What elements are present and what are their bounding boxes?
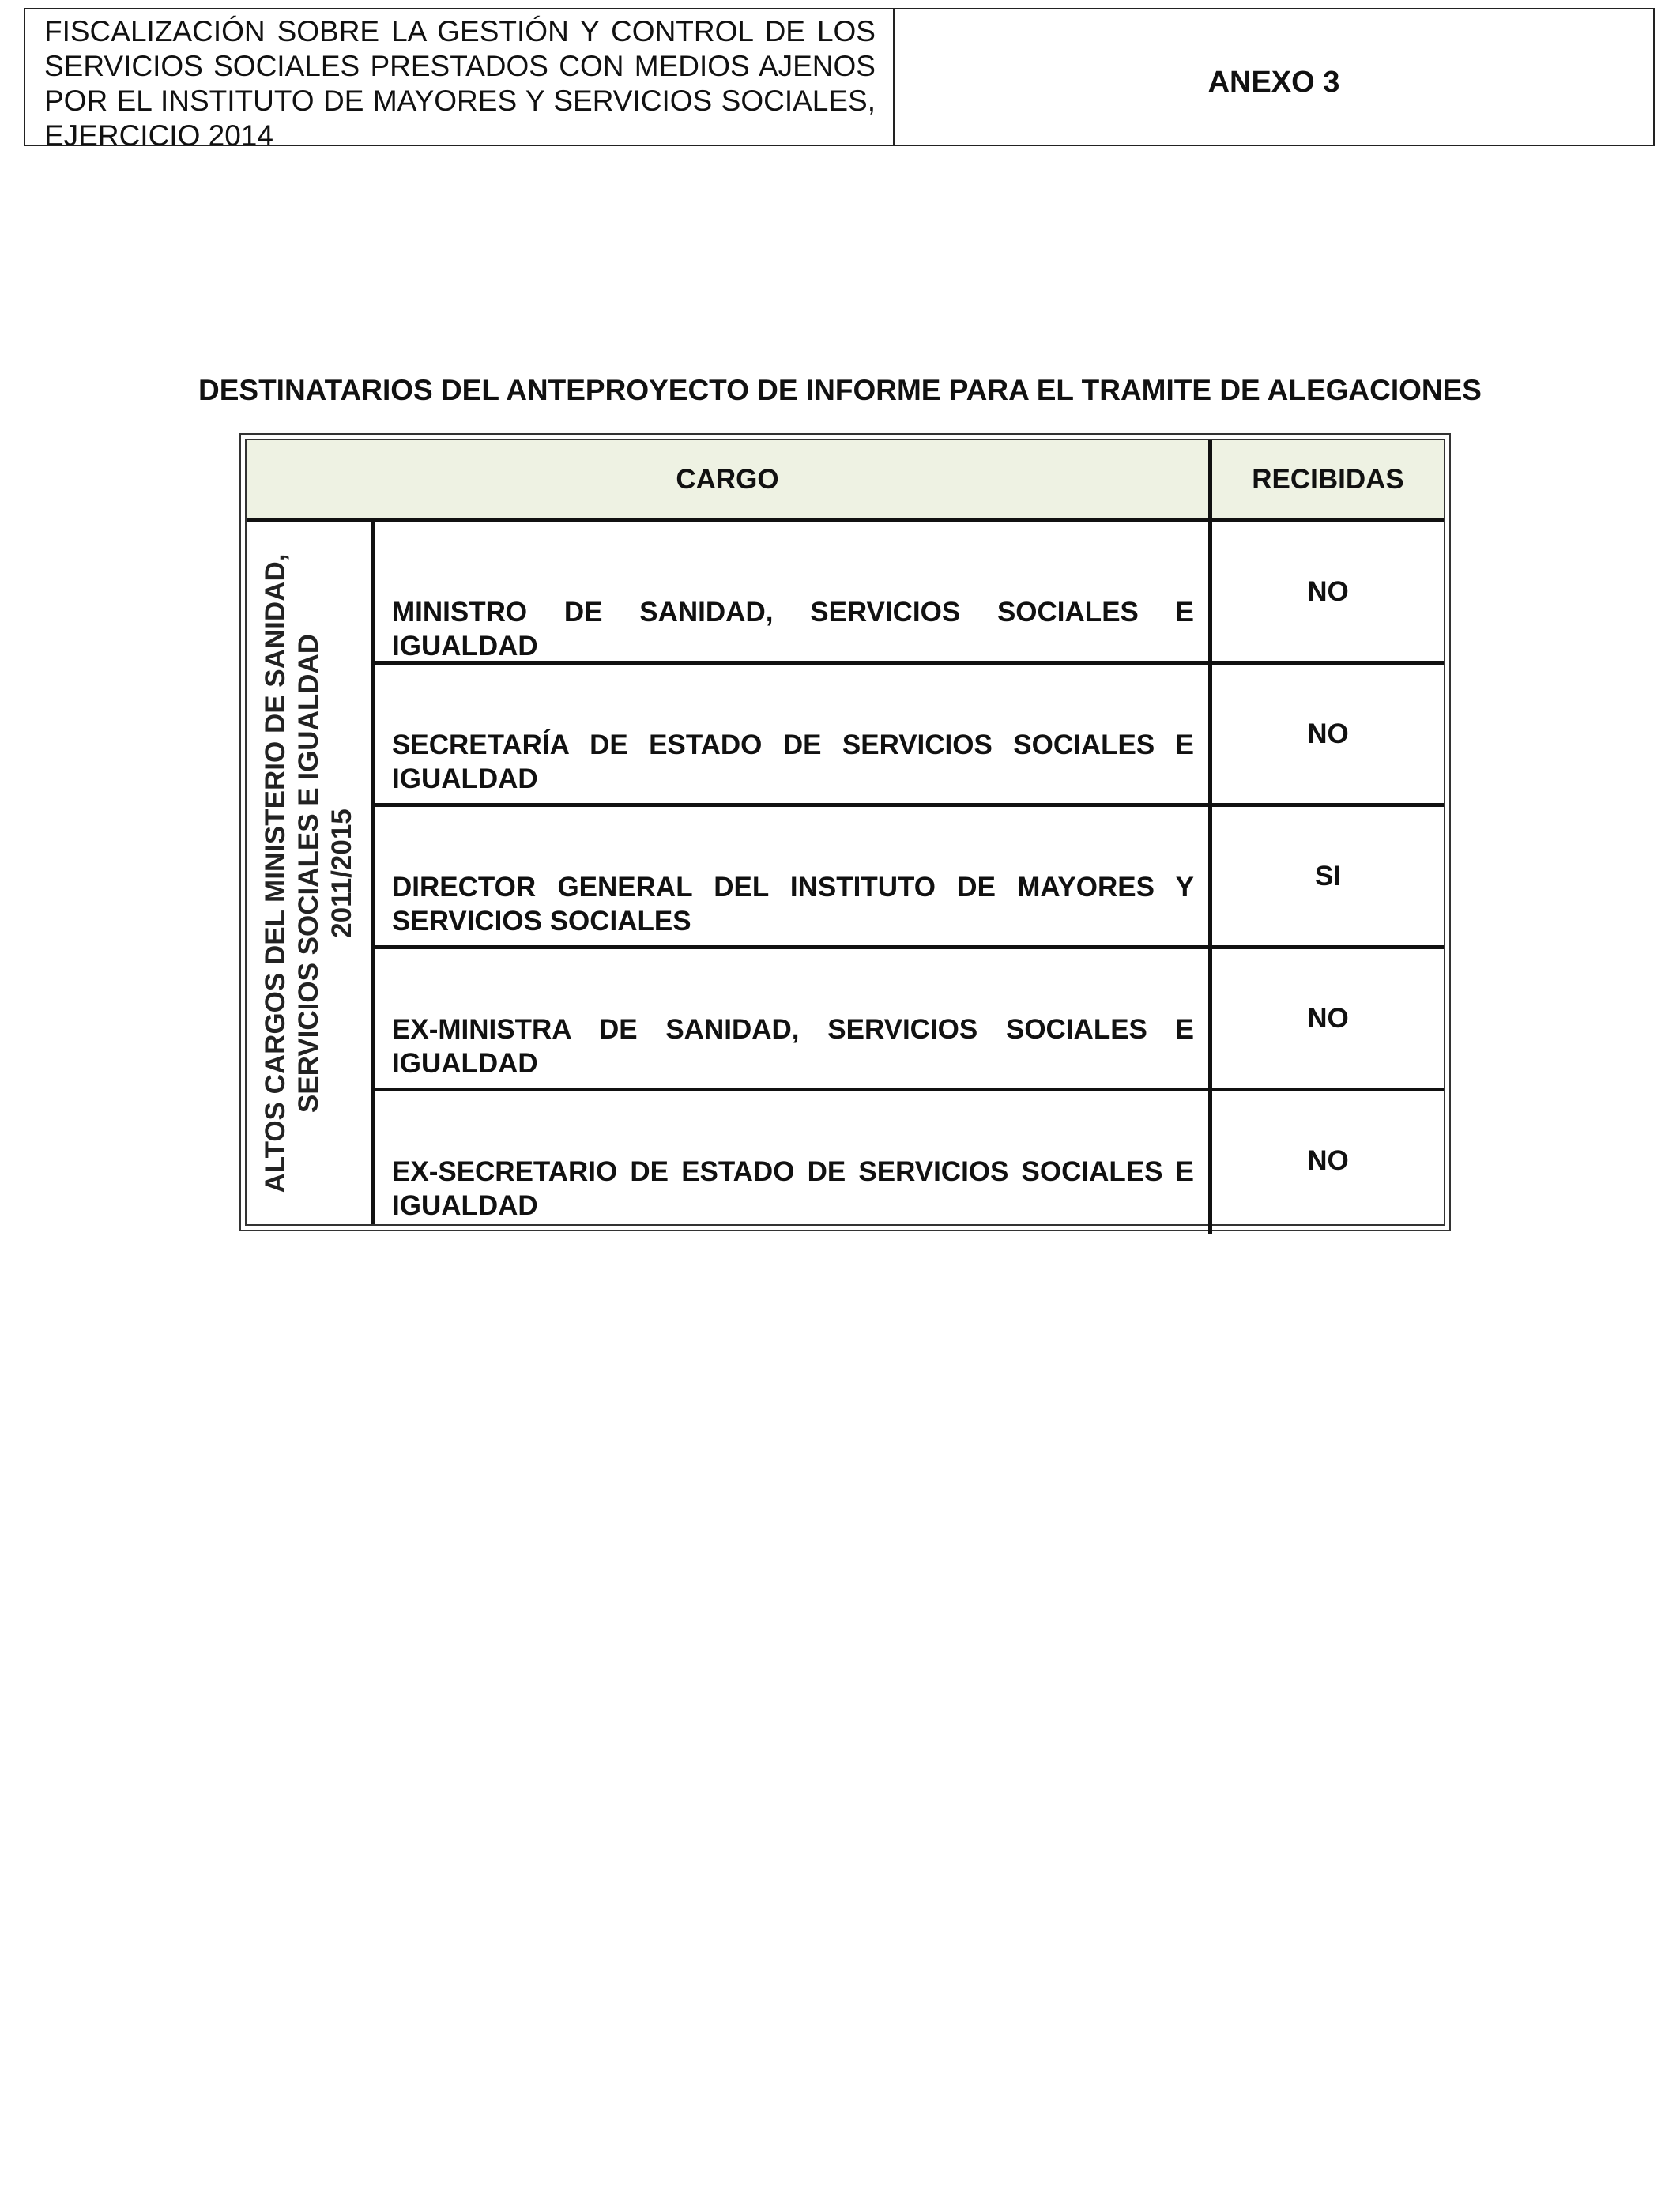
- recipients-table-inner: [245, 439, 1445, 1226]
- table-row: [375, 949, 1444, 1091]
- cargo-cell: EX-SECRETARIO DE ESTADO DE SERVICIOS SOCIALES E IGUALDAD: [375, 1091, 1212, 1234]
- group-label-line: 2011/2015: [326, 809, 357, 938]
- group-label-cell: [247, 522, 375, 1224]
- recipients-table: [239, 433, 1451, 1231]
- column-header-recibidas: RECIBIDAS: [1252, 463, 1404, 495]
- table-title: DESTINATARIOS DEL ANTEPROYECTO DE INFORME PARA EL TRAMITE DE ALEGACIONES: [198, 374, 1482, 406]
- document-header: [24, 8, 1655, 152]
- table-row: [375, 522, 1444, 665]
- table-row: [375, 807, 1444, 949]
- table-row: [375, 1091, 1444, 1234]
- header-annex-label: ANEXO 3: [1207, 66, 1340, 99]
- recibidas-cell: NO: [1307, 576, 1349, 607]
- recibidas-cell: NO: [1307, 718, 1349, 749]
- group-label-line: SERVICIOS SOCIALES E IGUALDAD: [292, 633, 324, 1114]
- column-header-cargo: CARGO: [247, 440, 1212, 518]
- recibidas-cell: SI: [1314, 861, 1342, 892]
- group-label-line: ALTOS CARGOS DEL MINISTERIO DE SANIDAD,: [259, 553, 291, 1193]
- table-row: [375, 665, 1444, 807]
- cargo-cell: SECRETARÍA DE ESTADO DE SERVICIOS SOCIALES E IGUALDAD: [375, 665, 1212, 803]
- table-header-row: [247, 440, 1444, 522]
- cargo-cell: MINISTRO DE SANIDAD, SERVICIOS SOCIALES E IGUALDAD: [375, 522, 1212, 661]
- cargo-cell: DIRECTOR GENERAL DEL INSTITUTO DE MAYORES Y SERVICIOS SOCIALES: [375, 807, 1212, 945]
- group-label: [259, 526, 359, 1221]
- cargo-cell: EX-MINISTRA DE SANIDAD, SERVICIOS SOCIALES E IGUALDAD: [375, 949, 1212, 1088]
- header-report-title: FISCALIZACIÓN SOBRE LA GESTIÓN Y CONTROL DE LOS SERVICIOS SOCIALES PRESTADOS CON MEDIOS AJENOS POR EL INSTITUTO DE MAYORES Y SERVICIOS SOCIALES, EJERCICIO 2014: [25, 9, 895, 145]
- recibidas-cell: NO: [1307, 1003, 1349, 1034]
- recibidas-cell: NO: [1307, 1145, 1349, 1176]
